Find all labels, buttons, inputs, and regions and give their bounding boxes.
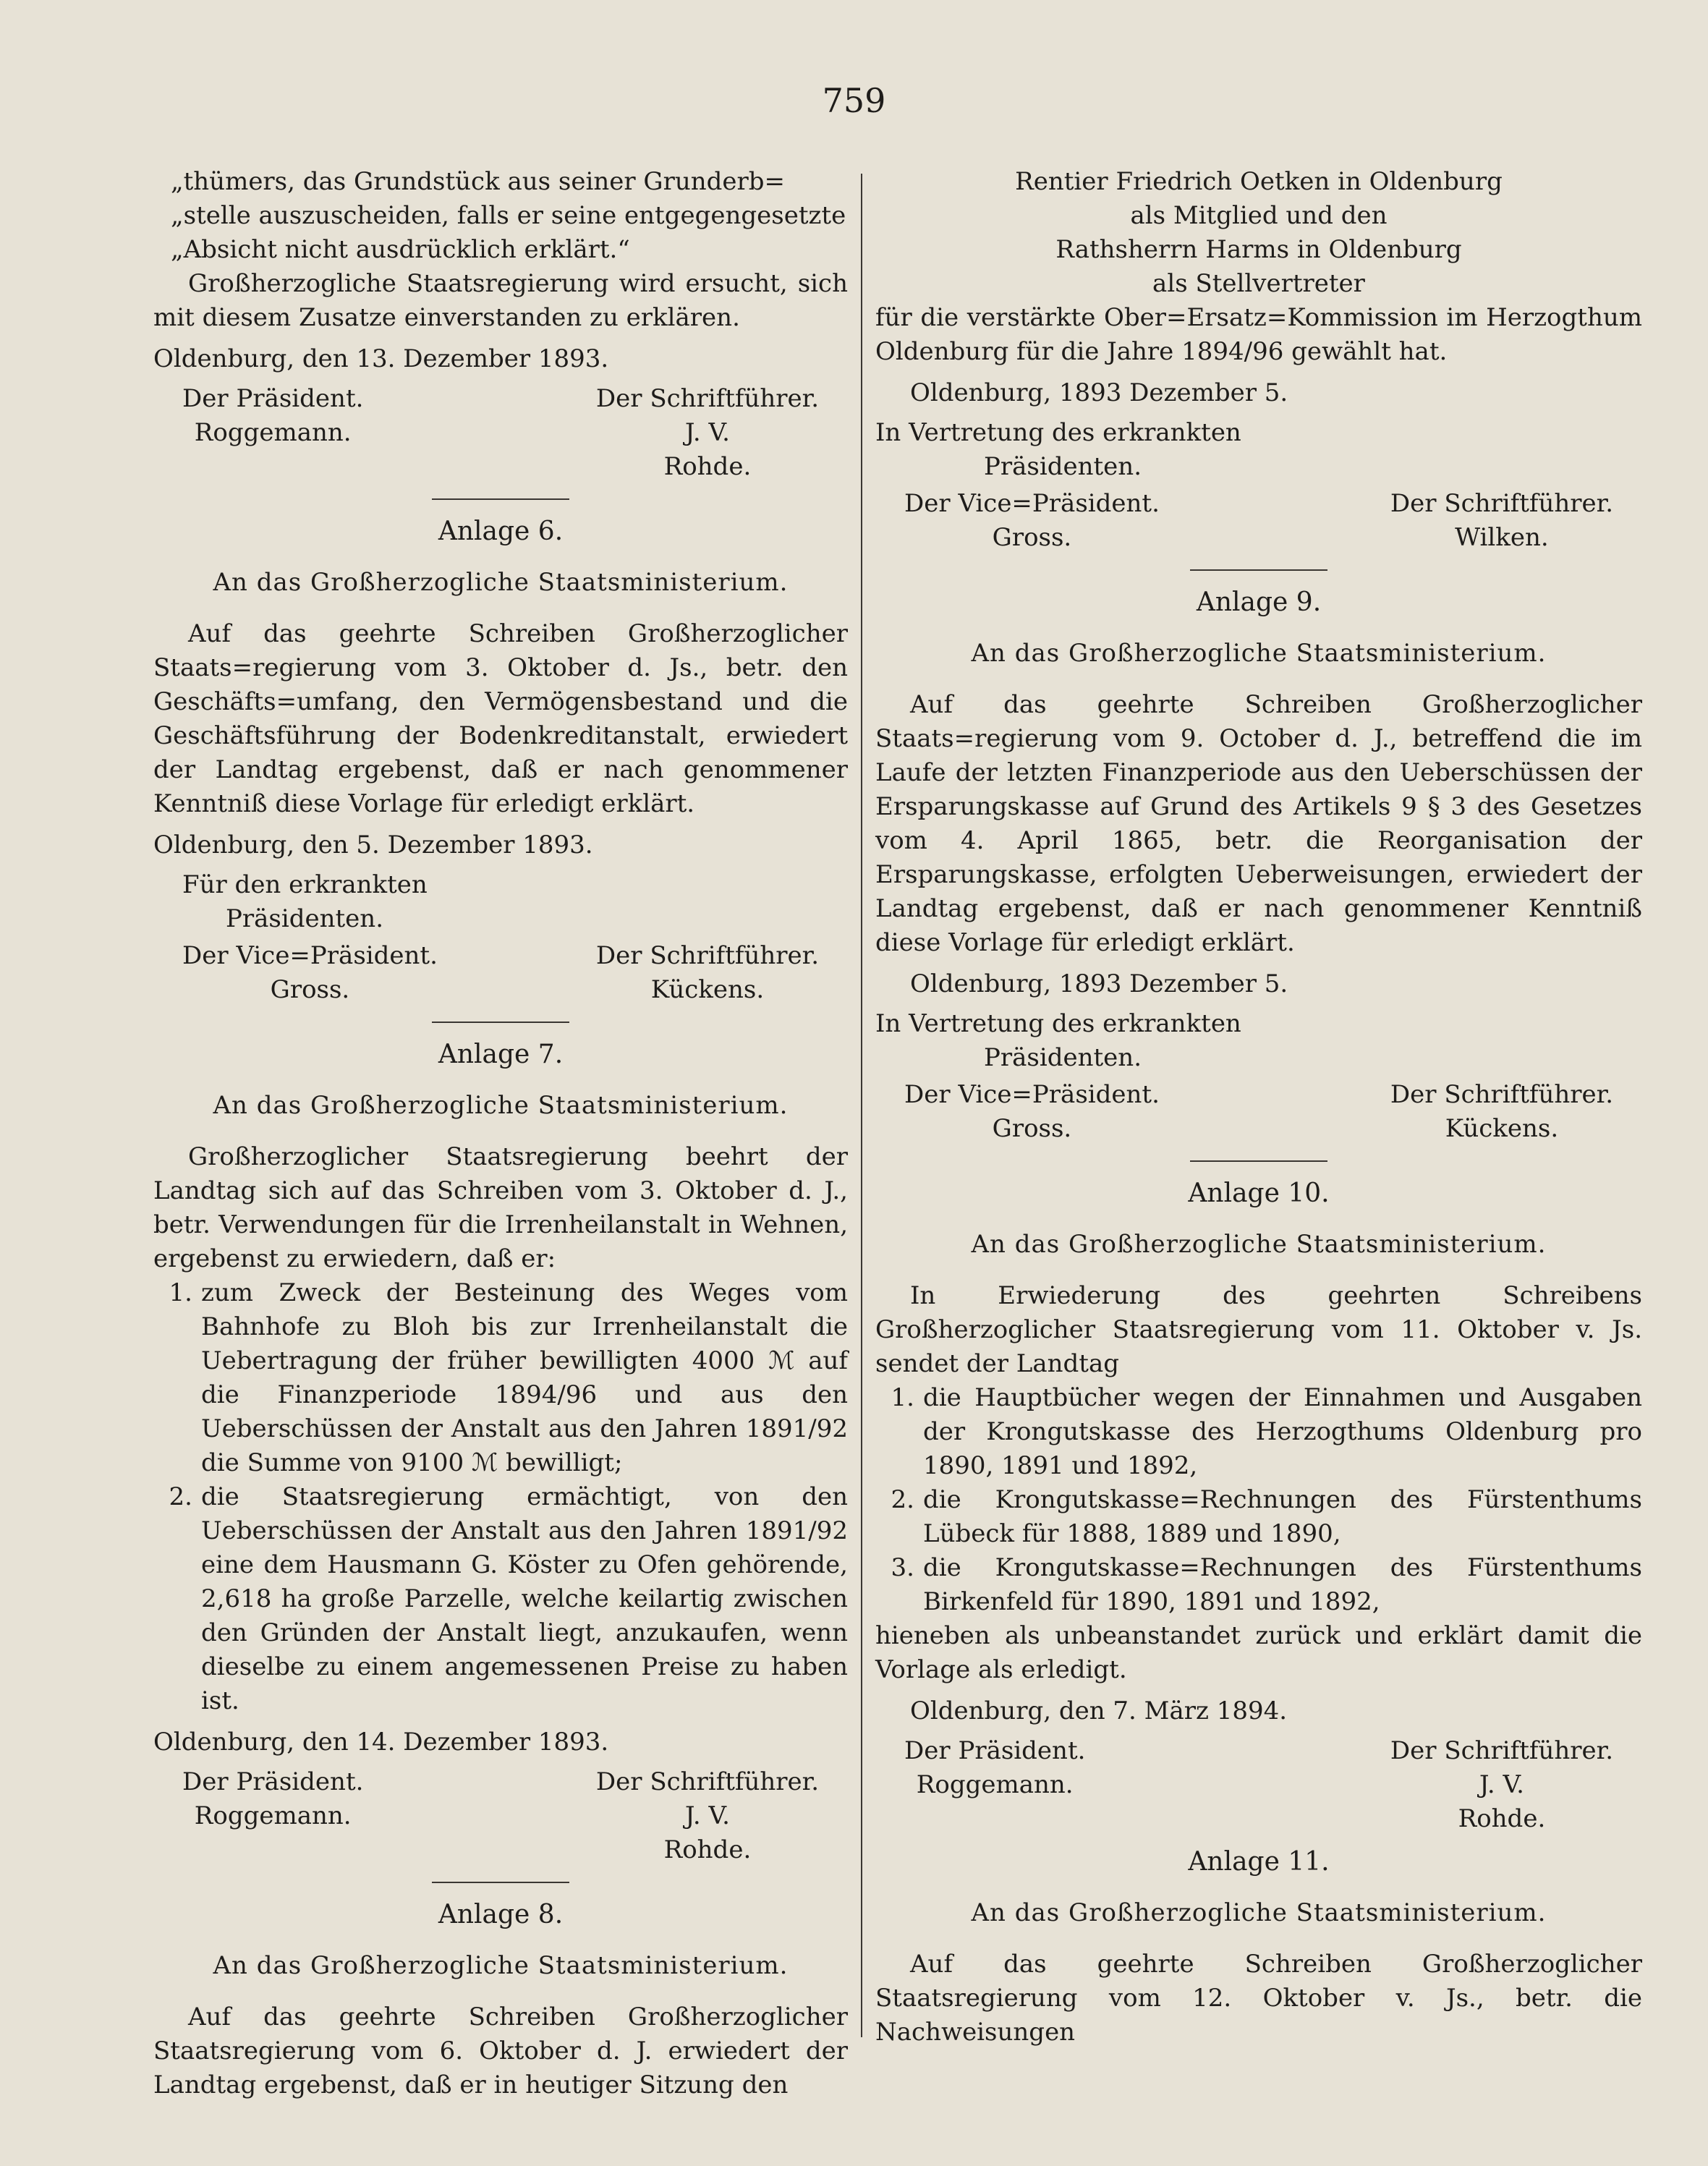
list-item: 2. die Krongutskasse=Rechnungen des Fürstenthums Lübeck für 1888, 1889 und 1890, <box>891 1485 1642 1548</box>
quote-line: „thümers, das Grundstück aus seiner Grunderb= <box>171 167 786 196</box>
signature-president: Der Präsident. Roggemann. <box>182 1767 364 1830</box>
dateline: Oldenburg, den 13. Dezember 1893. <box>153 344 609 373</box>
section-heading: Anlage 6. <box>438 517 564 546</box>
list-item: 2. die Staatsregierung ermächtigt, von den Ueberschüssen der Anstalt aus den Jahren 1891/92 eine dem Hausmann G. Köster zu Ofen gehörende, 2,618 ha große Parzelle, welche keilartig zwischen den Gründen der Anstalt liegt, anzukaufen, wenn dieselbe zu einem angemessenen Preise zu haben ist. <box>169 1482 848 1715</box>
signature-block <box>875 487 1642 555</box>
dateline: Oldenburg, 1893 Dezember 5. <box>910 969 1288 998</box>
body-paragraph: Großherzoglicher Staatsregierung beehrt der Landtag sich auf das Schreiben vom 3. Oktober d. J., betr. Verwendungen für die Irrenheilanstalt in Wehnen, ergebenst zu erwiedern, daß er: <box>153 1142 848 1273</box>
addressee: An das Großherzogliche Staatsministerium. <box>971 1898 1547 1927</box>
section-rule <box>432 1022 569 1023</box>
section-rule <box>1190 569 1327 571</box>
addressee: An das Großherzogliche Staatsministerium. <box>971 1230 1547 1259</box>
addressee: An das Großherzogliche Staatsministerium. <box>213 1091 789 1120</box>
section-heading: Anlage 11. <box>1188 1847 1330 1877</box>
absence-note: In Vertretung des erkrankten Präsidenten. <box>875 418 1241 481</box>
signature-president: Der Präsident. Roggemann. <box>904 1736 1086 1799</box>
section-heading: Anlage 9. <box>1196 587 1322 617</box>
elected-members: Rentier Friedrich Oetken in Oldenburg als Mitglied und den Rathsherrn Harms in Oldenburg als Stellvertreter <box>1015 167 1503 298</box>
signature-block <box>875 1078 1642 1146</box>
dateline: Oldenburg, den 7. März 1894. <box>910 1696 1288 1725</box>
absence-note: Für den erkrankten Präsidenten. <box>182 870 428 933</box>
signature-secretary: Der Schriftführer. Kückens. <box>1390 1080 1613 1143</box>
signature-block <box>153 939 848 1007</box>
signature-president: Der Präsident. Roggemann. <box>182 384 364 447</box>
numbered-list <box>875 1381 1642 1619</box>
dateline: Oldenburg, den 5. Dezember 1893. <box>153 831 593 859</box>
numbered-list <box>153 1276 848 1718</box>
continued-quote <box>153 165 848 267</box>
signature-block <box>875 1734 1642 1836</box>
signature-block <box>153 382 848 484</box>
signature-secretary: Der Schriftführer. J. V. Rohde. <box>1390 1736 1613 1833</box>
addressee: An das Großherzogliche Staatsministerium. <box>213 1951 789 1980</box>
column-divider <box>861 174 862 2037</box>
absence-note: In Vertretung des erkrankten Präsidenten. <box>875 1009 1241 1072</box>
dateline: Oldenburg, 1893 Dezember 5. <box>910 378 1288 407</box>
section-heading: Anlage 7. <box>438 1040 564 1069</box>
section-heading: Anlage 10. <box>1188 1178 1330 1208</box>
addressee: An das Großherzogliche Staatsministerium. <box>971 639 1547 668</box>
signature-secretary: Der Schriftführer. Wilken. <box>1390 489 1613 552</box>
request-paragraph: Großherzogliche Staatsregierung wird ersucht, sich mit diesem Zusatze einverstanden zu erklären. <box>153 269 848 332</box>
signature-vice-president: Der Vice=Präsident. Gross. <box>182 941 438 1004</box>
body-paragraph: Auf das geehrte Schreiben Großherzoglicher Staatsregierung vom 12. Oktober v. Js., betr. die Nachweisungen <box>875 1950 1642 2047</box>
list-item: 1. die Hauptbücher wegen der Einnahmen und Ausgaben der Krongutskasse des Herzogthums Oldenburg pro 1890, 1891 und 1892, <box>891 1383 1642 1480</box>
body-paragraph: für die verstärkte Ober=Ersatz=Kommission im Herzogthum Oldenburg für die Jahre 1894/96 gewählt hat. <box>875 303 1642 366</box>
signature-block <box>153 1765 848 1867</box>
closing-paragraph: hieneben als unbeanstandet zurück und erklärt damit die Vorlage als erledigt. <box>875 1621 1642 1684</box>
signature-secretary: Der Schriftführer. Kückens. <box>595 941 819 1004</box>
quote-line: „Absicht nicht ausdrücklich erklärt.“ <box>171 235 630 264</box>
left-column <box>153 165 848 2102</box>
section-rule <box>432 1882 569 1883</box>
signature-secretary: Der Schriftführer. J. V. Rohde. <box>595 1767 819 1864</box>
addressee: An das Großherzogliche Staatsministerium. <box>213 568 789 597</box>
dateline: Oldenburg, den 14. Dezember 1893. <box>153 1728 609 1757</box>
signature-vice-president: Der Vice=Präsident. Gross. <box>904 489 1160 552</box>
list-item: 1. zum Zweck der Besteinung des Weges vom Bahnhofe zu Bloh bis zur Irrenheilanstalt die Uebertragung der früher bewilligten 4000 ℳ auf die Finanzperiode 1894/96 und aus den Ueberschüssen der Anstalt aus den Jahren 1891/92 die Summe von 9100 ℳ bewilligt; <box>169 1278 848 1477</box>
body-paragraph: In Erwiederung des geehrten Schreibens Großherzoglicher Staatsregierung vom 11. Oktober v. Js. sendet der Landtag <box>875 1281 1642 1378</box>
signature-vice-president: Der Vice=Präsident. Gross. <box>904 1080 1160 1143</box>
section-rule <box>432 498 569 500</box>
section-rule <box>1190 1160 1327 1162</box>
quote-line: „stelle auszuscheiden, falls er seine entgegengesetzte <box>171 201 846 230</box>
body-paragraph: Auf das geehrte Schreiben Großherzoglicher Staats=regierung vom 3. Oktober d. Js., betr. den Geschäfts=umfang, den Vermögensbestand und die Geschäftsführung der Bodenkreditanstalt, erwiedert der Landtag ergebenst, daß er nach genommener Kenntniß diese Vorlage für erledigt erklärt. <box>153 619 848 818</box>
signature-secretary: Der Schriftführer. J. V. Rohde. <box>595 384 819 481</box>
body-paragraph: Auf das geehrte Schreiben Großherzoglicher Staatsregierung vom 6. Oktober d. J. erwiedert der Landtag ergebenst, daß er in heutiger Sitzung den <box>153 2003 848 2099</box>
right-column <box>875 165 1642 2050</box>
body-paragraph: Auf das geehrte Schreiben Großherzoglicher Staats=regierung vom 9. October d. J., betreffend die im Laufe der letzten Finanzperiode aus den Ueberschüssen der Ersparungskasse auf Grund des Artikels 9 § 3 des Gesetzes vom 4. April 1865, betr. die Reorganisation der Ersparungskasse, erfolgten Ueberweisungen, erwiedert der Landtag ergebenst, daß er nach genommener Kenntniß diese Vorlage für erledigt erklärt. <box>875 690 1642 957</box>
list-item: 3. die Krongutskasse=Rechnungen des Fürstenthums Birkenfeld für 1890, 1891 und 1892, <box>891 1553 1642 1616</box>
section-heading: Anlage 8. <box>438 1900 564 1929</box>
page-number: 759 <box>822 81 886 120</box>
